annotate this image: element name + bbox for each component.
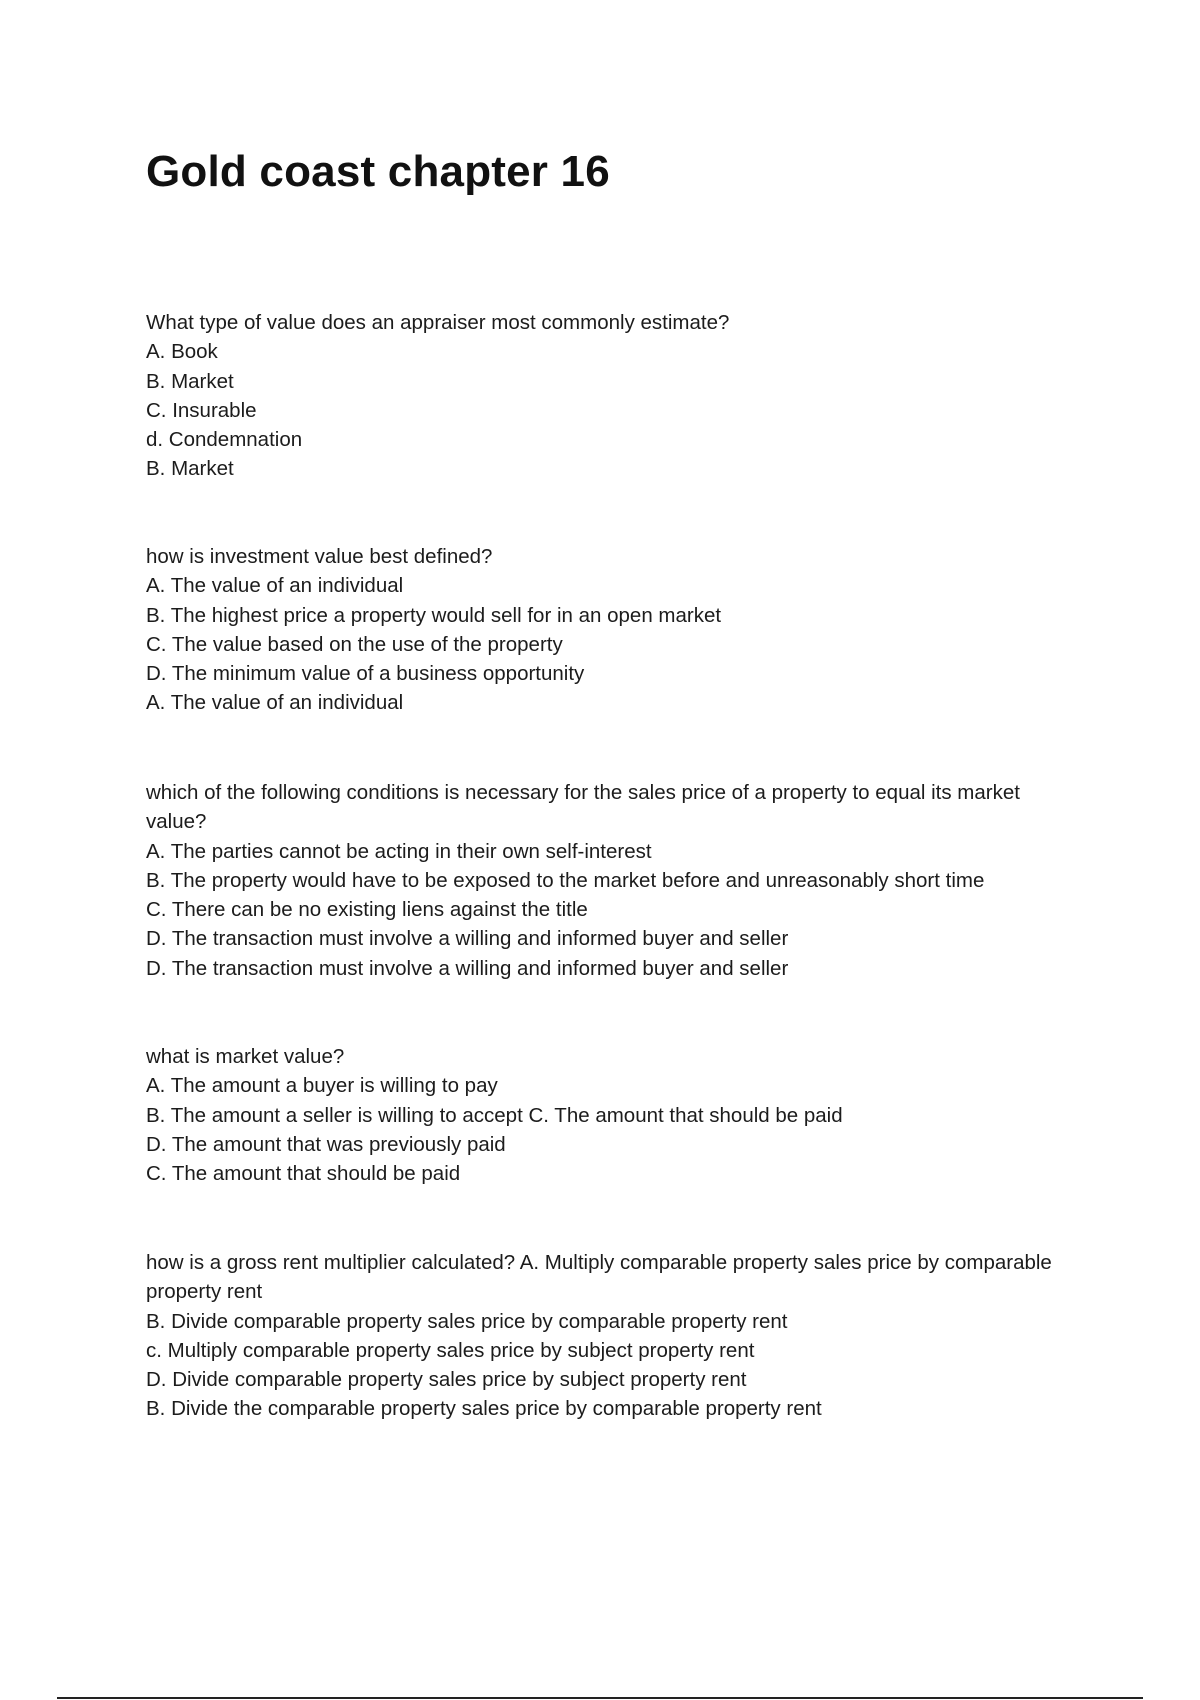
answer-option: D. The amount that was previously paid: [146, 1132, 506, 1156]
correct-answer: D. The transaction must involve a willing and informed buyer and seller: [146, 956, 789, 980]
answer-option: B. Divide comparable property sales price by comparable property rent: [146, 1309, 788, 1333]
page-title: Gold coast chapter 16: [146, 147, 610, 196]
question-text: What type of value does an appraiser most commonly estimate?: [146, 311, 730, 334]
footer-divider: [57, 1697, 1143, 1699]
question-text: how is investment value best defined?: [146, 545, 493, 568]
question-text: what is market value?: [146, 1045, 345, 1068]
correct-answer: B. Divide the comparable property sales price by comparable property rent: [146, 1397, 822, 1421]
answer-option: C. Insurable: [146, 398, 257, 422]
correct-answer: A. The value of an individual: [146, 691, 404, 715]
question-block: [146, 1248, 1076, 1424]
answer-option: c. Multiply comparable property sales price by subject property rent: [146, 1338, 755, 1362]
answer-option: C. The value based on the use of the property: [146, 632, 563, 656]
answer-option: A. The parties cannot be acting in their own self-interest: [146, 839, 652, 863]
answer-option: B. The highest price a property would sell for in an open market: [146, 603, 722, 627]
answer-option: C. There can be no existing liens against the title: [146, 898, 588, 922]
correct-answer: B. Market: [146, 457, 234, 481]
answer-option: A. Book: [146, 340, 218, 364]
question-block: [146, 308, 1076, 484]
question-block: [146, 542, 1076, 718]
question-block: [146, 778, 1076, 983]
question-text: how is a gross rent multiplier calculated? A. Multiply comparable property sales price by comparable property rent: [146, 1251, 1052, 1304]
answer-option: A. The value of an individual: [146, 574, 404, 598]
answer-option: D. Divide comparable property sales price by subject property rent: [146, 1368, 747, 1392]
answer-option: B. Market: [146, 369, 234, 393]
answer-option: D. The minimum value of a business opportunity: [146, 662, 585, 686]
answer-option: B. The amount a seller is willing to accept C. The amount that should be paid: [146, 1103, 843, 1127]
answer-option: d. Condemnation: [146, 428, 303, 452]
correct-answer: C. The amount that should be paid: [146, 1162, 461, 1186]
question-block: [146, 1042, 1076, 1188]
question-text: which of the following conditions is necessary for the sales price of a property to equal its market value?: [146, 781, 1020, 834]
answer-option: D. The transaction must involve a willing and informed buyer and seller: [146, 927, 789, 951]
answer-option: B. The property would have to be exposed to the market before and unreasonably short time: [146, 868, 985, 892]
answer-option: A. The amount a buyer is willing to pay: [146, 1074, 498, 1098]
